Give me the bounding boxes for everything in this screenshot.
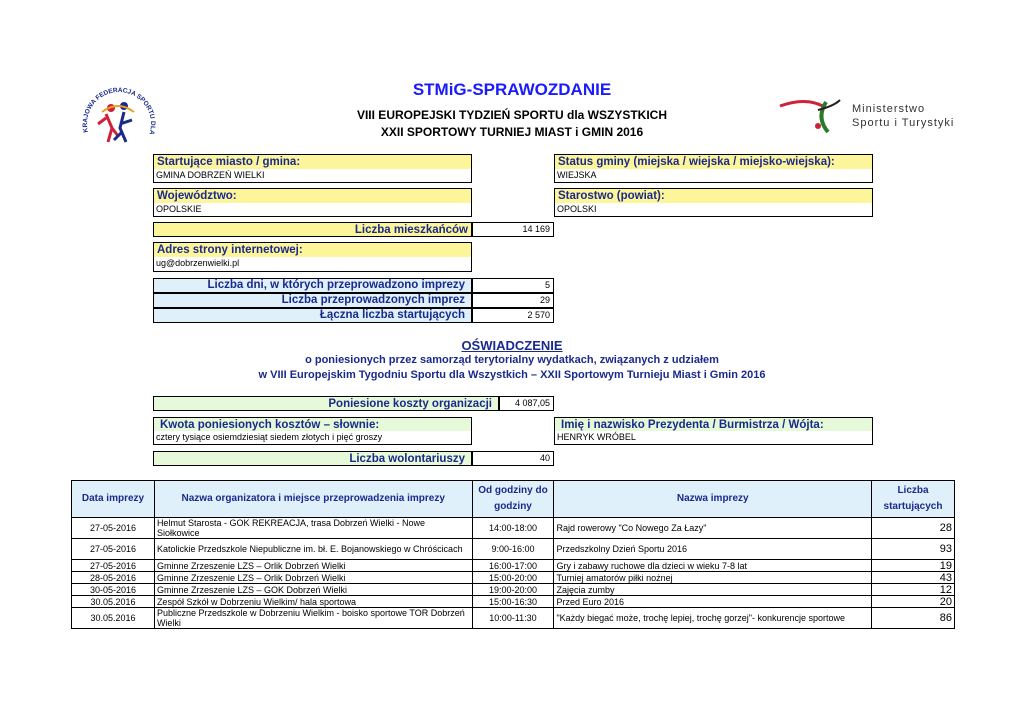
table-header-row	[72, 481, 955, 518]
row-event-name[interactable]: Rajd rowerowy "Co Nowego Za Łazy"	[554, 518, 872, 539]
dni-label: Liczba dni, w których przeprowadzono imprezy	[153, 278, 472, 293]
mieszkancy-field[interactable]: 14 169	[472, 222, 554, 237]
row-event-name[interactable]: "Każdy biegać może, trochę lepiej, trochę gorzej"- konkurencje sportowe	[554, 608, 872, 629]
table-row	[72, 518, 955, 539]
row-organizer[interactable]: Helmut Starosta - GOK REKREACJA, trasa Dobrzeń Wielki - Nowe Siołkowice	[154, 518, 472, 539]
row-count[interactable]: 19	[872, 560, 955, 572]
dni-field[interactable]: 5	[472, 278, 554, 293]
header-count: Liczba startujących	[872, 481, 955, 518]
row-event-name[interactable]: Przedszkolny Dzień Sportu 2016	[554, 539, 872, 560]
row-count[interactable]: 86	[872, 608, 955, 629]
header-time: Od godziny do godziny	[472, 481, 554, 518]
header-date: Data imprezy	[72, 481, 155, 518]
header-line1: VIII EUROPEJSKI TYDZIEŃ SPORTU dla WSZYSTKICH	[356, 108, 668, 122]
ministry-name-line2: Sportu i Turystyki	[852, 117, 955, 129]
header-organizer: Nazwa organizatora i miejsce przeprowadzenia imprezy	[154, 481, 472, 518]
wolontariusze-field[interactable]: 40	[472, 451, 554, 466]
row-count[interactable]: 43	[872, 572, 955, 584]
row-organizer[interactable]: Publiczne Przedszkole w Dobrzeniu Wielkim - boisko sportowe TOR Dobrzeń Wielki	[154, 608, 472, 629]
row-date[interactable]: 27-05-2016	[72, 518, 155, 539]
row-date[interactable]: 27-05-2016	[72, 560, 155, 572]
events-table	[71, 480, 955, 629]
row-event-name[interactable]: Zajęcia zumby	[554, 584, 872, 596]
imprez-field[interactable]: 29	[472, 293, 554, 308]
oswiadczenie-title: OŚWIADCZENIE	[461, 338, 563, 353]
wolontariusze-label: Liczba wolontariuszy	[153, 451, 472, 466]
koszty-field[interactable]: 4 087,05	[499, 396, 554, 411]
row-time[interactable]: 10:00-11:30	[472, 608, 554, 629]
row-organizer[interactable]: Gminne Zrzeszenie LZS – Orlik Dobrzeń Wielki	[154, 572, 472, 584]
row-time[interactable]: 15:00-20:00	[472, 572, 554, 584]
row-date[interactable]: 30-05-2016	[72, 584, 155, 596]
row-date[interactable]: 28-05-2016	[72, 572, 155, 584]
wojewodztwo-field[interactable]: OPOLSKIE	[153, 203, 472, 217]
header-line2: XXII SPORTOWY TURNIEJ MIAST i GMIN 2016	[380, 125, 644, 139]
row-time[interactable]: 14:00-18:00	[472, 518, 554, 539]
www-label: Adres strony internetowej:	[153, 242, 472, 258]
row-event-name[interactable]: Gry i zabawy ruchowe dla dzieci w wieku 7-8 lat	[554, 560, 872, 572]
mieszkancy-label: Liczba mieszkańców	[153, 222, 472, 237]
row-time[interactable]: 19:00-20:00	[472, 584, 554, 596]
row-count[interactable]: 20	[872, 596, 955, 608]
row-event-name[interactable]: Turniej amatorów piłki nożnej	[554, 572, 872, 584]
oswiadczenie-line2: w VIII Europejskim Tygodniu Sportu dla Wszystkich – XXII Sportowym Turnieju Miast i Gmin 2016	[258, 369, 766, 381]
row-organizer[interactable]: Gminne Zrzeszenie LZS – GOK Dobrzeń Wielki	[154, 584, 472, 596]
wojewodztwo-label: Województwo:	[153, 188, 472, 204]
status-label: Status gminy (miejska / wiejska / miejsko-wiejska):	[554, 154, 873, 170]
koszty-label: Poniesione koszty organizacji	[153, 396, 499, 411]
table-row	[72, 539, 955, 560]
table-row	[72, 584, 955, 596]
row-count[interactable]: 12	[872, 584, 955, 596]
www-field[interactable]: ug@dobrzenwielki.pl	[153, 257, 472, 272]
slownie-field[interactable]: cztery tysiące osiemdziesiąt siedem złotych i pięć groszy	[153, 431, 472, 445]
row-organizer[interactable]: Gminne Zrzeszenie LZS – Orlik Dobrzeń Wielki	[154, 560, 472, 572]
table-row	[72, 608, 955, 629]
slownie-label: Kwota poniesionych kosztów – słownie:	[153, 417, 472, 432]
row-count[interactable]: 93	[872, 539, 955, 560]
ministry-name-line1: Ministerstwo	[852, 103, 926, 115]
header-event-name: Nazwa imprezy	[554, 481, 872, 518]
row-event-name[interactable]: Przed Euro 2016	[554, 596, 872, 608]
row-organizer[interactable]: Katolickie Przedszkole Niepubliczne im. bł. E. Bojanowskiego w Chróścicach	[154, 539, 472, 560]
startujacych-field[interactable]: 2 570	[472, 308, 554, 323]
table-row	[72, 560, 955, 572]
row-time[interactable]: 15:00-16:30	[472, 596, 554, 608]
miasto-field[interactable]: GMINA DOBRZEŃ WIELKI	[153, 169, 472, 183]
page-title: STMiG-SPRAWOZDANIE	[412, 80, 612, 99]
prezydent-label: Imię i nazwisko Prezydenta / Burmistrza / Wójta:	[554, 417, 873, 432]
oswiadczenie-line1: o poniesionych przez samorząd terytorialny wydatkach, związanych z udziałem	[305, 354, 719, 366]
imprez-label: Liczba przeprowadzonych imprez	[153, 293, 472, 308]
row-organizer[interactable]: Zespół Szkół w Dobrzeniu Wielkim/ hala sportowa	[154, 596, 472, 608]
row-date[interactable]: 27-05-2016	[72, 539, 155, 560]
table-row	[72, 572, 955, 584]
row-date[interactable]: 30.05.2016	[72, 608, 155, 629]
row-count[interactable]: 28	[872, 518, 955, 539]
startujacych-label: Łączna liczba startujących	[153, 308, 472, 323]
table-row	[72, 596, 955, 608]
row-time[interactable]: 9:00-16:00	[472, 539, 554, 560]
svg-text:KRAJOWA FEDERACJA SPORTU DLA W: KRAJOWA FEDERACJA SPORTU DLA	[81, 87, 157, 136]
starostwo-label: Starostwo (powiat):	[554, 188, 873, 204]
status-field[interactable]: WIEJSKA	[554, 169, 873, 183]
starostwo-field[interactable]: OPOLSKI	[554, 203, 873, 217]
miasto-label: Startujące miasto / gmina:	[153, 154, 472, 170]
prezydent-field[interactable]: HENRYK WRÓBEL	[554, 431, 873, 445]
row-time[interactable]: 16:00-17:00	[472, 560, 554, 572]
row-date[interactable]: 30.05.2016	[72, 596, 155, 608]
